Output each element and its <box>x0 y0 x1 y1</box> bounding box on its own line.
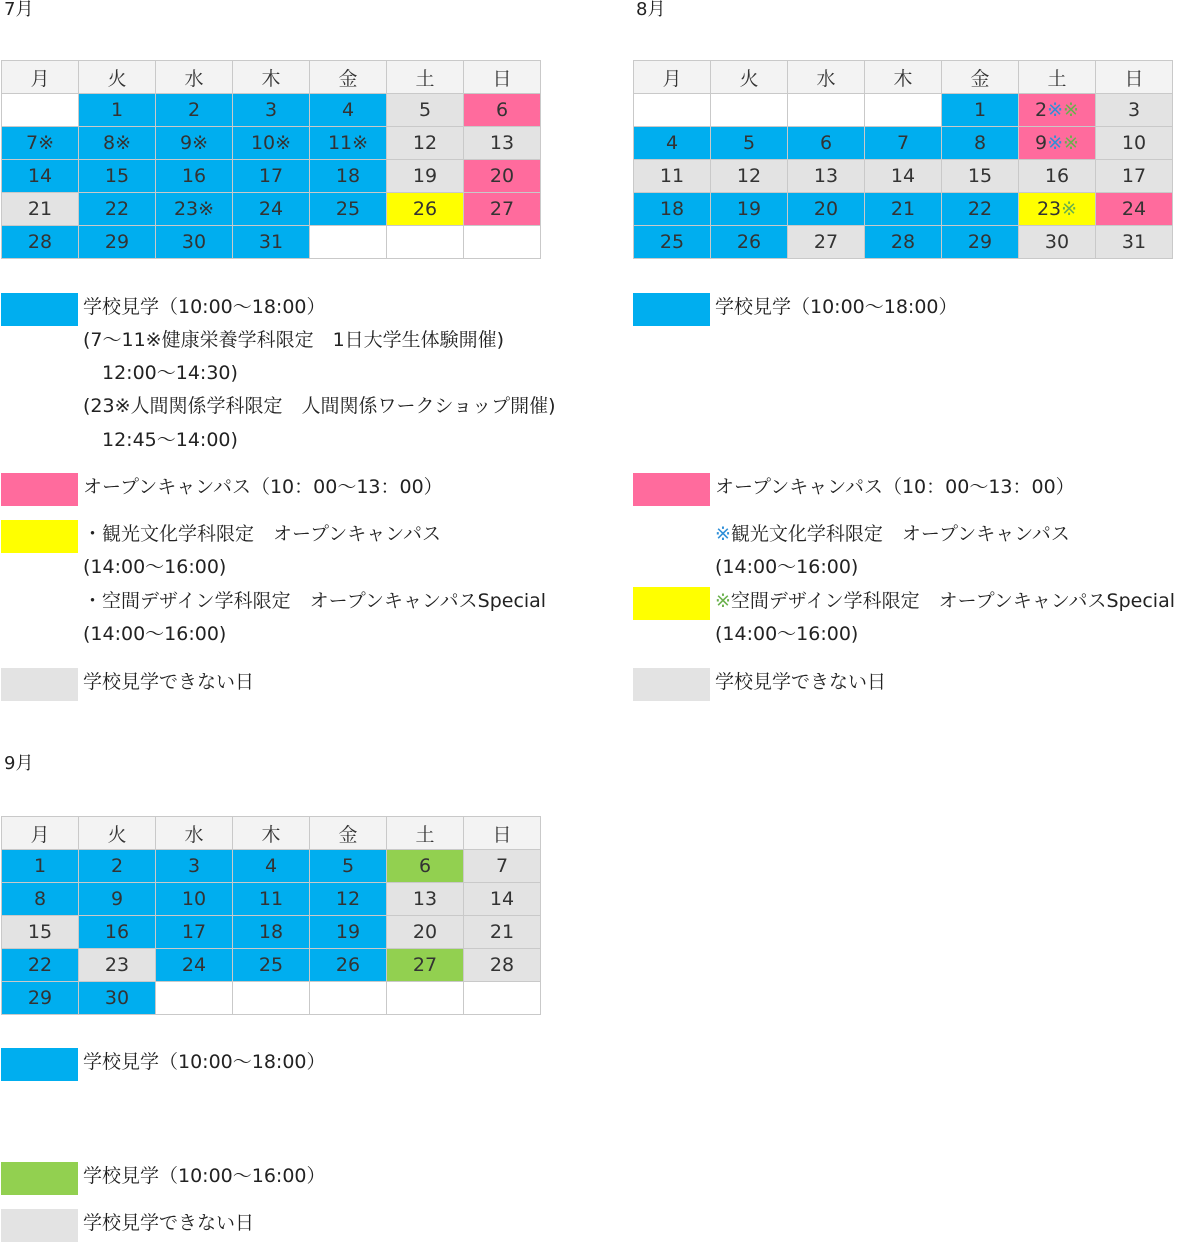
day-number: 17 <box>1121 165 1147 187</box>
legend-text: (14:00～16:00) <box>83 623 227 645</box>
legend-text: 学校見学できない日 <box>715 671 887 693</box>
day-number: 13 <box>813 165 839 187</box>
day-cell <box>1019 193 1096 226</box>
day-number: 19 <box>335 921 361 943</box>
weekday-header: 水 <box>788 61 865 94</box>
week-row <box>2 193 541 226</box>
day-number: 16 <box>1044 165 1070 187</box>
day-cell <box>464 883 541 916</box>
day-number: 20 <box>813 198 839 220</box>
empty-cell <box>865 94 942 127</box>
day-number: 27 <box>813 231 839 253</box>
legend-text: (14:00～16:00) <box>715 556 859 578</box>
day-cell <box>387 160 464 193</box>
day-cell <box>634 127 711 160</box>
day-number: 21 <box>27 198 53 220</box>
legend-swatch-dept-open-campus <box>1 520 78 553</box>
empty-cell <box>711 94 788 127</box>
day-cell <box>156 160 233 193</box>
day-number: 7 <box>495 855 509 877</box>
day-cell <box>634 160 711 193</box>
day-cell <box>788 193 865 226</box>
day-number: 16 <box>181 165 207 187</box>
september-title: 9月 <box>4 753 34 774</box>
legend-text-tourism: 観光文化学科限定 オープンキャンパス <box>730 523 1070 545</box>
day-number: 14 <box>890 165 916 187</box>
day-number: 8 <box>973 132 987 154</box>
day-number: 13 <box>489 132 515 154</box>
day-note-mark-2: ※ <box>1063 99 1079 121</box>
day-cell <box>942 193 1019 226</box>
weekday-header: 金 <box>310 817 387 850</box>
day-cell <box>2 949 79 982</box>
day-number: 9 <box>1035 132 1048 154</box>
day-cell <box>310 850 387 883</box>
day-cell <box>233 193 310 226</box>
day-cell <box>156 883 233 916</box>
day-cell <box>464 94 541 127</box>
day-number: 7 <box>25 132 39 154</box>
day-cell <box>2 883 79 916</box>
august-title: 8月 <box>636 0 666 20</box>
day-number: 11 <box>258 888 284 910</box>
day-cell <box>865 226 942 259</box>
day-number: 10 <box>250 132 276 154</box>
day-cell <box>79 127 156 160</box>
weekday-header: 火 <box>79 61 156 94</box>
day-number: 4 <box>264 855 278 877</box>
weekday-header: 日 <box>464 61 541 94</box>
day-number: 7 <box>896 132 910 154</box>
legend-swatch-open-campus <box>633 473 710 506</box>
day-note-mark: ※ <box>1047 99 1064 121</box>
day-note-mark: ※ <box>192 132 208 154</box>
day-number: 15 <box>27 921 53 943</box>
legend-text: 学校見学（10:00～18:00） <box>715 296 958 318</box>
legend-text: (14:00～16:00) <box>83 556 227 578</box>
week-row <box>2 916 541 949</box>
day-number: 15 <box>967 165 993 187</box>
day-number: 23 <box>1036 198 1062 220</box>
legend-text: ・空間デザイン学科限定 オープンキャンパスSpecial <box>83 590 547 612</box>
empty-cell <box>156 982 233 1015</box>
day-cell <box>156 127 233 160</box>
week-row <box>634 127 1173 160</box>
empty-cell <box>310 226 387 259</box>
legend-text: (7～11※健康栄養学科限定 1日大学生体験開催) <box>83 329 505 351</box>
weekday-header: 金 <box>310 61 387 94</box>
day-number: 26 <box>335 954 361 976</box>
week-row <box>2 982 541 1015</box>
day-number: 17 <box>181 921 207 943</box>
day-number: 20 <box>489 165 515 187</box>
day-cell <box>233 160 310 193</box>
day-number: 5 <box>341 855 355 877</box>
day-cell <box>387 193 464 226</box>
day-cell <box>310 160 387 193</box>
legend-swatch-tour <box>633 293 710 326</box>
day-number: 11 <box>327 132 353 154</box>
day-number: 10 <box>181 888 207 910</box>
day-cell <box>79 949 156 982</box>
day-number: 28 <box>890 231 916 253</box>
legend-text-design: 空間デザイン学科限定 オープンキャンパスSpecial <box>730 590 1176 612</box>
empty-cell <box>233 982 310 1015</box>
day-cell <box>2 982 79 1015</box>
day-number: 27 <box>489 198 515 220</box>
tourism-mark: ※ <box>715 523 731 545</box>
weekday-header: 金 <box>942 61 1019 94</box>
day-note-mark: ※ <box>198 198 215 220</box>
legend-text: オープンキャンパス（10：00～13：00） <box>83 476 443 498</box>
day-cell <box>79 226 156 259</box>
legend-text: (14:00～16:00) <box>715 623 859 645</box>
day-note-mark: ※ <box>275 132 292 154</box>
day-cell <box>2 850 79 883</box>
day-cell <box>79 94 156 127</box>
week-row <box>2 949 541 982</box>
day-cell <box>310 949 387 982</box>
day-number: 22 <box>967 198 993 220</box>
day-cell <box>1096 160 1173 193</box>
legend-text: 12:00～14:30) <box>83 362 238 384</box>
day-cell <box>1019 94 1096 127</box>
empty-cell <box>464 982 541 1015</box>
legend-text <box>715 518 1070 551</box>
day-number: 1 <box>33 855 47 877</box>
day-number: 22 <box>27 954 53 976</box>
day-cell <box>634 193 711 226</box>
day-number: 29 <box>967 231 993 253</box>
weekday-header: 水 <box>156 61 233 94</box>
weekday-header: 月 <box>634 61 711 94</box>
day-cell <box>233 850 310 883</box>
day-number: 6 <box>418 855 432 877</box>
day-number: 24 <box>1121 198 1147 220</box>
legend-text: 12:45～14:00) <box>83 429 238 451</box>
day-cell <box>788 226 865 259</box>
day-number: 4 <box>665 132 679 154</box>
july-title: 7月 <box>4 0 34 20</box>
weekday-header: 土 <box>1019 61 1096 94</box>
day-cell <box>233 916 310 949</box>
legend-text: 学校見学できない日 <box>83 1212 255 1234</box>
day-note-mark: ※ <box>352 132 369 154</box>
day-cell <box>2 127 79 160</box>
weekday-header: 日 <box>464 817 541 850</box>
design-mark: ※ <box>715 590 731 612</box>
day-cell <box>156 193 233 226</box>
day-cell <box>310 193 387 226</box>
day-number: 18 <box>335 165 361 187</box>
august-calendar <box>633 60 1173 259</box>
day-number: 12 <box>335 888 361 910</box>
day-number: 23 <box>104 954 130 976</box>
legend-text: 学校見学（10:00～16:00） <box>83 1165 326 1187</box>
week-row <box>634 94 1173 127</box>
day-cell <box>711 193 788 226</box>
day-cell <box>942 160 1019 193</box>
week-row <box>634 226 1173 259</box>
day-number: 2 <box>110 855 124 877</box>
day-number: 31 <box>1121 231 1147 253</box>
week-row <box>2 160 541 193</box>
legend-swatch-design-special <box>633 587 710 620</box>
day-number: 22 <box>104 198 130 220</box>
empty-cell <box>2 94 79 127</box>
empty-cell <box>788 94 865 127</box>
day-cell <box>79 193 156 226</box>
day-number: 27 <box>412 954 438 976</box>
day-cell <box>79 982 156 1015</box>
day-cell <box>387 916 464 949</box>
legend-text: 学校見学（10:00～18:00） <box>83 1051 326 1073</box>
empty-cell <box>387 982 464 1015</box>
day-number: 30 <box>104 987 130 1009</box>
weekday-header: 木 <box>233 817 310 850</box>
day-number: 1 <box>110 99 124 121</box>
day-number: 28 <box>489 954 515 976</box>
day-cell <box>464 160 541 193</box>
weekday-header: 土 <box>387 817 464 850</box>
weekday-header: 日 <box>1096 61 1173 94</box>
day-cell <box>634 226 711 259</box>
day-cell <box>711 160 788 193</box>
day-note-mark: ※ <box>115 132 131 154</box>
day-number: 11 <box>659 165 685 187</box>
day-cell <box>1019 226 1096 259</box>
day-cell <box>2 193 79 226</box>
day-cell <box>1096 94 1173 127</box>
day-cell <box>310 883 387 916</box>
day-number: 8 <box>102 132 116 154</box>
day-cell <box>387 127 464 160</box>
day-cell <box>865 127 942 160</box>
day-cell <box>310 94 387 127</box>
weekday-header: 土 <box>387 61 464 94</box>
week-row <box>2 94 541 127</box>
day-cell <box>865 193 942 226</box>
day-cell <box>79 883 156 916</box>
day-number: 14 <box>489 888 515 910</box>
day-cell <box>387 883 464 916</box>
day-number: 24 <box>258 198 284 220</box>
day-cell <box>865 160 942 193</box>
day-cell <box>79 850 156 883</box>
legend-swatch-closed <box>1 668 78 701</box>
day-number: 16 <box>104 921 130 943</box>
day-number: 24 <box>181 954 207 976</box>
day-cell <box>464 127 541 160</box>
weekday-header: 月 <box>2 61 79 94</box>
day-cell <box>1019 160 1096 193</box>
day-number: 18 <box>258 921 284 943</box>
day-number: 26 <box>736 231 762 253</box>
day-cell <box>387 949 464 982</box>
day-cell <box>156 949 233 982</box>
weekday-header: 木 <box>233 61 310 94</box>
day-cell <box>464 916 541 949</box>
day-number: 21 <box>890 198 916 220</box>
weekday-header: 火 <box>79 817 156 850</box>
weekday-header-row <box>2 817 541 850</box>
july-calendar <box>1 60 541 259</box>
day-number: 25 <box>258 954 284 976</box>
day-number: 30 <box>181 231 207 253</box>
weekday-header: 月 <box>2 817 79 850</box>
day-cell <box>79 916 156 949</box>
day-cell <box>156 226 233 259</box>
day-number: 10 <box>1121 132 1147 154</box>
day-note-mark: ※ <box>38 132 54 154</box>
day-number: 12 <box>412 132 438 154</box>
day-number: 14 <box>27 165 53 187</box>
day-number: 2 <box>187 99 201 121</box>
day-number: 29 <box>27 987 53 1009</box>
day-cell <box>788 127 865 160</box>
day-cell <box>2 160 79 193</box>
legend-swatch-closed <box>1 1209 78 1242</box>
day-cell <box>156 850 233 883</box>
day-cell <box>1096 193 1173 226</box>
day-number: 25 <box>335 198 361 220</box>
day-number: 1 <box>973 99 987 121</box>
day-cell <box>1096 226 1173 259</box>
legend-swatch-open-campus <box>1 473 78 506</box>
empty-cell <box>310 982 387 1015</box>
week-row <box>634 193 1173 226</box>
day-number: 21 <box>489 921 515 943</box>
day-number: 5 <box>418 99 432 121</box>
week-row <box>2 850 541 883</box>
week-row <box>2 226 541 259</box>
legend-swatch-tour <box>1 1048 78 1081</box>
day-cell <box>2 916 79 949</box>
day-number: 3 <box>264 99 278 121</box>
day-cell <box>310 127 387 160</box>
day-cell <box>79 160 156 193</box>
day-number: 8 <box>33 888 47 910</box>
day-number: 2 <box>1035 99 1048 121</box>
week-row <box>2 127 541 160</box>
weekday-header: 水 <box>156 817 233 850</box>
day-cell <box>788 160 865 193</box>
day-number: 9 <box>110 888 124 910</box>
day-note-mark: ※ <box>1047 132 1064 154</box>
empty-cell <box>634 94 711 127</box>
day-cell <box>2 226 79 259</box>
day-note-mark-2: ※ <box>1061 198 1078 220</box>
day-cell <box>942 127 1019 160</box>
weekday-header: 火 <box>711 61 788 94</box>
day-number: 6 <box>819 132 833 154</box>
day-number: 4 <box>341 99 355 121</box>
day-note-mark-2: ※ <box>1063 132 1079 154</box>
legend-swatch-short-tour <box>1 1162 78 1195</box>
day-cell <box>1019 127 1096 160</box>
day-number: 15 <box>104 165 130 187</box>
weekday-header: 木 <box>865 61 942 94</box>
day-cell <box>233 127 310 160</box>
day-cell <box>464 193 541 226</box>
day-number: 5 <box>742 132 756 154</box>
day-number: 19 <box>736 198 762 220</box>
legend-text: (23※人間関係学科限定 人間関係ワークショップ開催) <box>83 395 556 417</box>
day-number: 13 <box>412 888 438 910</box>
day-number: 3 <box>187 855 201 877</box>
day-number: 6 <box>495 99 509 121</box>
day-cell <box>387 850 464 883</box>
day-cell <box>464 949 541 982</box>
empty-cell <box>464 226 541 259</box>
day-cell <box>233 949 310 982</box>
legend-text: オープンキャンパス（10：00～13：00） <box>715 476 1075 498</box>
legend-swatch-closed <box>633 668 710 701</box>
empty-cell <box>387 226 464 259</box>
day-number: 29 <box>104 231 130 253</box>
day-cell <box>156 94 233 127</box>
day-cell <box>310 916 387 949</box>
day-number: 31 <box>258 231 284 253</box>
day-number: 23 <box>173 198 199 220</box>
day-number: 9 <box>179 132 193 154</box>
day-cell <box>387 94 464 127</box>
day-cell <box>1096 127 1173 160</box>
day-cell <box>233 94 310 127</box>
legend-swatch-tour <box>1 293 78 326</box>
week-row <box>2 883 541 916</box>
day-cell <box>711 127 788 160</box>
week-row <box>634 160 1173 193</box>
day-number: 18 <box>659 198 685 220</box>
day-number: 19 <box>412 165 438 187</box>
day-number: 12 <box>736 165 762 187</box>
day-cell <box>464 850 541 883</box>
legend-text: 学校見学（10:00～18:00） <box>83 296 326 318</box>
day-number: 20 <box>412 921 438 943</box>
legend-text <box>715 585 1175 618</box>
day-cell <box>942 226 1019 259</box>
day-cell <box>942 94 1019 127</box>
day-number: 3 <box>1127 99 1141 121</box>
day-number: 26 <box>412 198 438 220</box>
legend-text: ・観光文化学科限定 オープンキャンパス <box>83 523 441 545</box>
day-cell <box>233 883 310 916</box>
day-number: 17 <box>258 165 284 187</box>
september-calendar <box>1 816 541 1015</box>
day-number: 28 <box>27 231 53 253</box>
weekday-header-row <box>2 61 541 94</box>
legend-text: 学校見学できない日 <box>83 671 255 693</box>
day-number: 25 <box>659 231 685 253</box>
day-cell <box>156 916 233 949</box>
weekday-header-row <box>634 61 1173 94</box>
day-cell <box>233 226 310 259</box>
day-cell <box>711 226 788 259</box>
day-number: 30 <box>1044 231 1070 253</box>
